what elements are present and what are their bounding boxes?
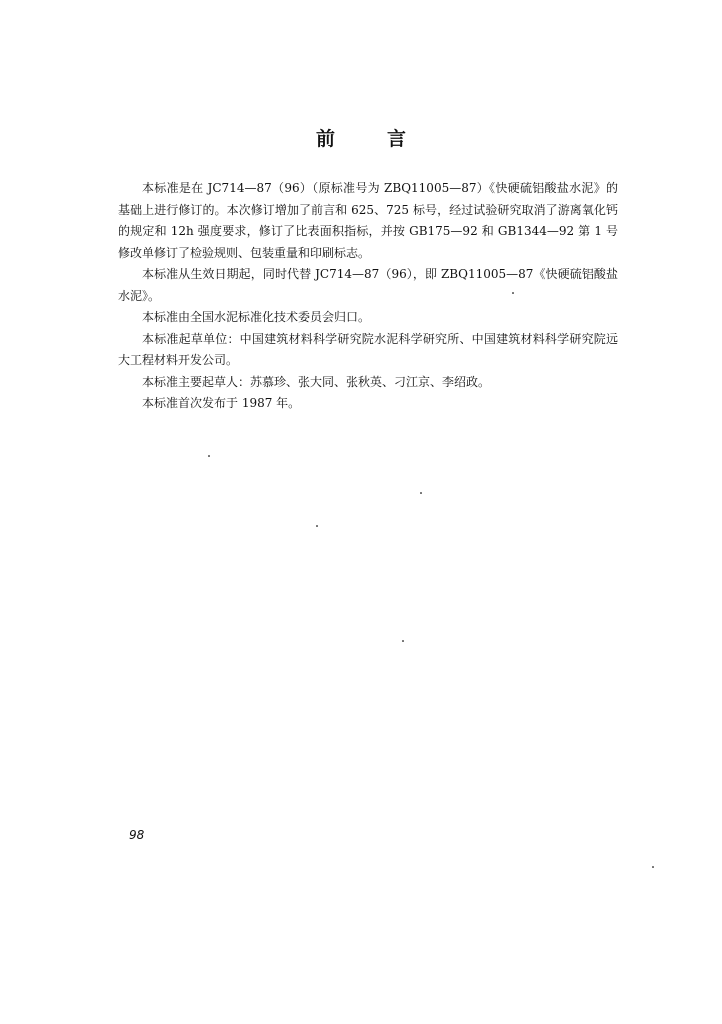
paragraph-revision-basis: 本标准是在 JC714—87（96）（原标准号为 ZBQ11005—87）《快硬硫铝酸盐水泥》的基础上进行修订的。本次修订增加了前言和 625、725 标号，经过试验研究取消了游离氧化钙的规定和 12h 强度要求，修订了比表面积指标，并按 GB175—92 和 GB1344—92 第 1 号修改单修订了检验规则、包装重量和印刷标志。 [118, 181, 618, 260]
title-char-1: 前 [315, 128, 335, 150]
page-number: 98 [129, 828, 145, 842]
scan-speck [512, 292, 514, 294]
paragraph-first-issue: 本标准首次发布于 1987 年。 [142, 396, 301, 410]
scan-speck [652, 866, 654, 868]
page-title [0, 127, 722, 151]
paragraph-drafters: 本标准主要起草人：苏慕珍、张大同、张秋英、刁江京、李绍政。 [142, 374, 491, 389]
foreword-body [118, 178, 618, 415]
scan-speck [420, 492, 422, 494]
paragraph-drafting-units: 本标准起草单位：中国建筑材料科学研究院水泥科学研究所、中国建筑材料科学研究院远大工程材料开发公司。 [118, 331, 618, 367]
title-char-2: 言 [387, 128, 407, 150]
scan-speck [402, 640, 404, 642]
paragraph-committee: 本标准由全国水泥标准化技术委员会归口。 [142, 310, 371, 324]
scan-speck [316, 525, 318, 527]
paragraph-replacement: 本标准从生效日期起，同时代替 JC714—87（96），即 ZBQ11005—87《快硬硫铝酸盐水泥》。 [118, 267, 618, 303]
scan-speck [208, 455, 210, 457]
